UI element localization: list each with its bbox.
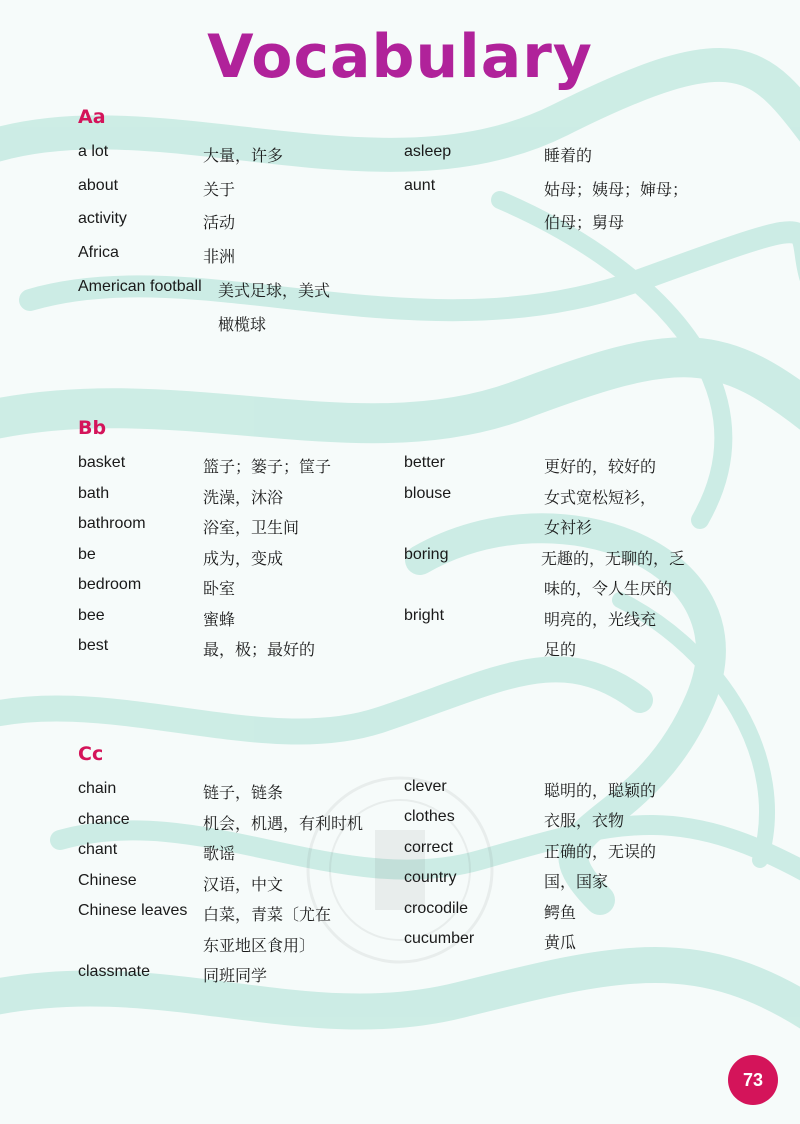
entry-meaning: 最，极；最好的 [203, 640, 316, 659]
entry-word: cucumber [404, 930, 475, 947]
entry-meaning-continued: 女衬衫 [544, 518, 593, 537]
entry-meaning: 女式宽松短衫， [544, 488, 657, 507]
entry-meaning: 正确的，无误的 [544, 842, 657, 861]
section-heading-cc: Cc [78, 743, 104, 765]
entry-word: country [404, 869, 457, 886]
entry-meaning: 明亮的，光线充 [544, 610, 657, 629]
entry-word: about [78, 177, 119, 194]
entry-meaning: 篮子；篓子；筐子 [203, 457, 332, 476]
entry-word: chant [78, 841, 118, 858]
entry-meaning: 睡着的 [544, 146, 593, 165]
entry-meaning: 卧室 [203, 579, 236, 598]
entry-meaning: 非洲 [203, 247, 236, 266]
entry-meaning: 鳄鱼 [544, 903, 577, 922]
entry-word: Africa [78, 244, 119, 261]
entry-word: bedroom [78, 576, 142, 593]
entry-meaning: 成为，变成 [203, 549, 284, 568]
entry-word: blouse [404, 485, 452, 502]
entry-word: boring [404, 546, 449, 563]
page-number-badge: 73 [728, 1055, 778, 1105]
entry-meaning: 关于 [203, 180, 236, 199]
entry-word: best [78, 637, 109, 654]
entry-meaning: 黄瓜 [544, 933, 577, 952]
entry-meaning: 国，国家 [544, 872, 609, 891]
entry-word: activity [78, 210, 127, 227]
entry-word: bee [78, 607, 105, 624]
section-heading-bb: Bb [78, 417, 107, 439]
entry-meaning: 洗澡，沐浴 [203, 488, 284, 507]
entry-meaning: 机会，机遇，有利时机 [203, 814, 364, 833]
section-heading-aa: Aa [78, 106, 106, 128]
entry-meaning: 聪明的，聪颖的 [544, 781, 657, 800]
entry-word: clothes [404, 808, 455, 825]
entry-word: asleep [404, 143, 452, 160]
entry-word: American football [78, 278, 202, 295]
entry-word: Chinese [78, 872, 137, 889]
entry-meaning: 大量，许多 [203, 146, 284, 165]
entry-meaning: 美式足球，美式 [218, 281, 331, 300]
entry-meaning-continued: 东亚地区食用〕 [203, 936, 316, 955]
entry-meaning: 链子，链条 [203, 783, 284, 802]
entry-meaning: 活动 [203, 213, 236, 232]
entry-word: chain [78, 780, 117, 797]
entry-meaning: 无趣的，无聊的，乏 [541, 549, 686, 568]
entry-meaning: 更好的，较好的 [544, 457, 657, 476]
entry-meaning: 蜜蜂 [203, 610, 236, 629]
entry-meaning: 歌谣 [203, 844, 236, 863]
entry-word: Chinese leaves [78, 902, 188, 919]
entry-word: bright [404, 607, 445, 624]
page-title: Vocabulary [207, 22, 593, 92]
entry-word: better [404, 454, 445, 471]
entry-word: be [78, 546, 96, 563]
entry-meaning: 同班同学 [203, 966, 268, 985]
entry-word: clever [404, 778, 447, 795]
entry-meaning-continued: 足的 [544, 640, 577, 659]
entry-word: bath [78, 485, 110, 502]
entry-meaning: 汉语，中文 [203, 875, 284, 894]
entry-word: crocodile [404, 900, 469, 917]
entry-meaning: 衣服，衣物 [544, 811, 625, 830]
entry-meaning-continued: 味的，令人生厌的 [544, 579, 673, 598]
entry-word: aunt [404, 177, 436, 194]
entry-word: classmate [78, 963, 151, 980]
entry-word: basket [78, 454, 126, 471]
entry-meaning-continued: 伯母；舅母 [544, 213, 625, 232]
entry-meaning: 姑母；姨母；婶母； [544, 180, 689, 199]
entry-meaning: 白菜，青菜〔尤在 [203, 905, 332, 924]
entry-word: bathroom [78, 515, 146, 532]
entry-word: chance [78, 811, 130, 828]
entry-word: a lot [78, 143, 109, 160]
entry-word: correct [404, 839, 453, 856]
entry-meaning: 浴室，卫生间 [203, 518, 300, 537]
entry-meaning-continued: 橄榄球 [218, 315, 267, 334]
